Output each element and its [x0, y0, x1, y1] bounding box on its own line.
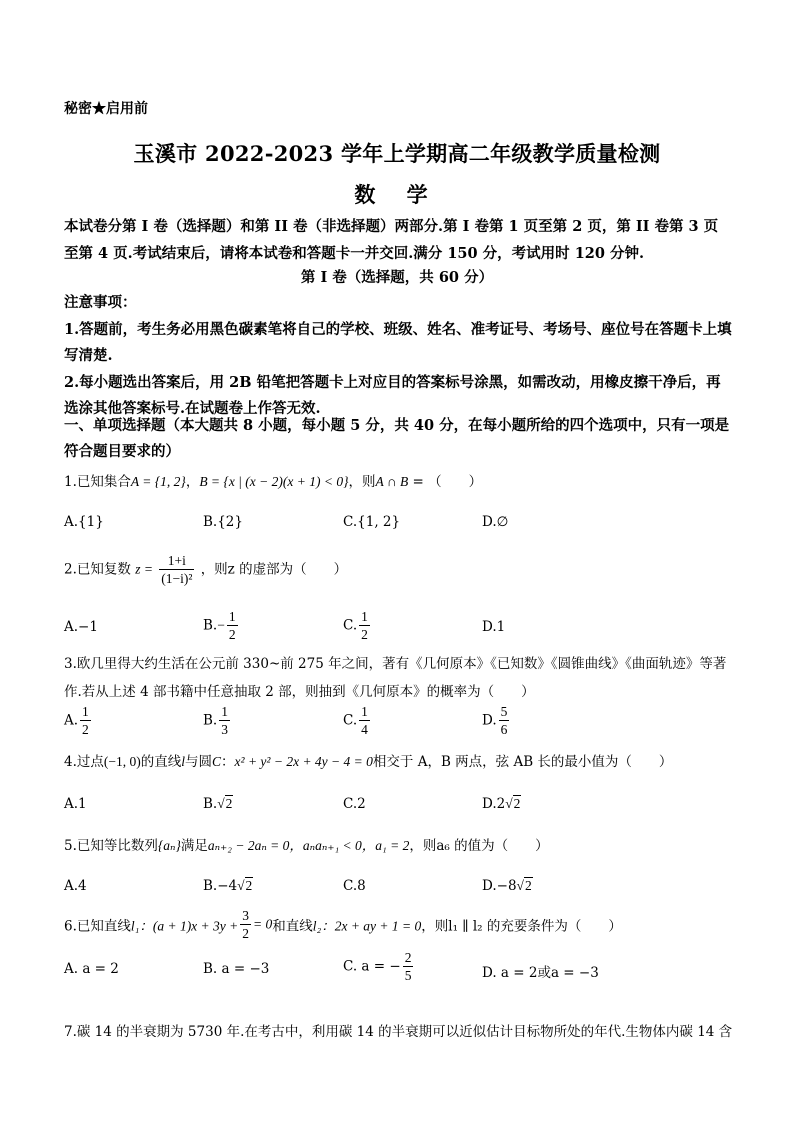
q2-option-a: A.−1 [64, 619, 98, 635]
q6-frac-den: 2 [242, 926, 250, 941]
q2-option-b-label: B. [203, 617, 218, 634]
q1-option-b: B.{2} [203, 514, 243, 530]
q3-option-b-num: 1 [221, 704, 228, 719]
question-4 [64, 750, 672, 770]
notes-heading: 注意事项： [64, 294, 137, 311]
q3-option-d-label: D. [482, 712, 497, 729]
q2-option-c-den: 2 [361, 627, 368, 642]
q6-line-2: l₂：2x + ay + 1 = 0 [312, 918, 422, 934]
q6-option-c [343, 949, 415, 984]
q2-option-c [343, 608, 372, 643]
q6-option-c-label: C. a = − [343, 958, 401, 975]
q2-option-c-num: 1 [361, 609, 368, 624]
q1-prefix: 1.已知集合 [64, 474, 131, 490]
q2-prefix: 2.已知复数 [64, 561, 131, 578]
question-5 [64, 834, 549, 854]
q4-option-d-sqrt: √2 [505, 796, 521, 811]
q6-option-c-den: 5 [404, 968, 412, 983]
q4-point: (−1, 0) [103, 754, 141, 769]
q6-option-a: A. a = 2 [64, 961, 119, 977]
q5-prefix: 5.已知等比数列 [64, 838, 158, 854]
q4-mid-1: 的直线 [140, 754, 182, 770]
q2-denominator: (1−i)² [161, 571, 193, 586]
intro-paragraph: 本试卷分第 I 卷（选择题）和第 II 卷（非选择题）两部分.第 I 卷第 1 页至第 2 页，第 II 卷第 3 页至第 4 页.考试结束后，请将本试卷和答题卡一并交回.满分 150 分，考试用时 120 分钟. [64, 218, 719, 262]
notes-item-2: 2.每小题选出答案后，用 2B 铅笔把答题卡上对应目的答案标号涂黑，如需改动，用橡皮擦干净后，再选涂其他答案标号.在试题卷上作答无效. [64, 373, 721, 417]
q3-option-d-den: 6 [500, 722, 508, 737]
q2-tail: ，则z 的虚部为（ ） [200, 561, 348, 578]
section-one-heading: 一、单项选择题（本大题共 8 小题，每小题 5 分，共 40 分，在每小题所给的四个选项中，只有一项是符合题目要求的） [64, 417, 730, 460]
q4-option-b [203, 796, 233, 812]
q1-tail: = （ ） [408, 474, 483, 490]
q2-option-d: D.1 [482, 619, 506, 635]
q6-line-1: l₁：(a + 1)x + 3y + [130, 918, 239, 934]
q3-option-b [203, 703, 232, 738]
q4-line: l [181, 754, 186, 769]
notes-block [64, 290, 732, 423]
q2-option-b-num: 1 [228, 609, 236, 624]
q4-colon: ： [221, 754, 235, 770]
q3-option-c [343, 703, 372, 738]
q6-line-1-end: = 0 [253, 916, 273, 932]
q3-option-a [64, 703, 93, 738]
q4-circle: C [212, 754, 222, 769]
question-6 [64, 907, 622, 942]
q6-mid: 和直线 [272, 918, 313, 935]
q4-option-d-label: D.2 [482, 796, 506, 812]
q6-prefix: 6.已知直线 [64, 918, 131, 935]
q3-option-a-den: 2 [82, 722, 89, 737]
q4-option-d [482, 796, 521, 812]
q5-option-d-sqrt: √2 [516, 878, 532, 893]
q4-option-c: C.2 [343, 796, 366, 812]
q5-option-b-rad: 2 [245, 878, 253, 893]
q1-option-a: A.{1} [64, 514, 104, 530]
q5-option-d-rad: 2 [524, 878, 532, 893]
question-1 [64, 470, 482, 490]
question-2 [64, 552, 347, 587]
q1-comma: ， [185, 474, 200, 490]
q6-tail: ，则l₁ ∥ l₂ 的充要条件为（ ） [421, 918, 622, 935]
q1-option-d: D.∅ [482, 514, 509, 530]
q1-set-b: B = {x | (x − 2)(x + 1) < 0} [199, 474, 349, 489]
q5-option-d [482, 878, 533, 894]
q2-option-b-den: 2 [228, 627, 236, 642]
q6-option-c-num: 2 [404, 950, 412, 965]
q3-option-c-num: 1 [361, 704, 368, 719]
q6-frac-num: 3 [242, 908, 250, 923]
q3-option-b-label: B. [203, 712, 218, 729]
q3-option-c-label: C. [343, 712, 358, 729]
q3-option-b-den: 3 [221, 722, 228, 737]
q1-then: ，则 [348, 474, 376, 490]
q2-option-b [203, 608, 240, 643]
q5-condition: aₙ₊₂ − 2aₙ = 0，aₙaₙ₊₁ < 0，a₁ = 2 [207, 838, 410, 853]
q4-option-b-sqrt: √2 [217, 796, 233, 811]
q2-fraction [159, 552, 194, 587]
q5-sequence: {aₙ} [157, 838, 181, 853]
q5-option-b-sqrt: √2 [237, 878, 253, 893]
question-7: 7.碳 14 的半衰期为 5730 年.在考古中，利用碳 14 的半衰期可以近似估计目标物所处的年代.生物体内碳 14 含 [64, 1024, 733, 1040]
q6-option-b: B. a = −3 [203, 961, 270, 977]
part-one-heading: 第 I 卷（选择题，共 60 分） [300, 269, 494, 286]
q2-numerator: 1+i [159, 552, 194, 570]
q5-mid: 满足 [180, 838, 208, 854]
q1-expr: A ∩ B [375, 474, 409, 489]
q4-tail: 相交于 A，B 两点，弦 AB 长的最小值为（ ） [372, 754, 673, 770]
q2-option-b-sign: − [217, 617, 225, 633]
secret-label: 秘密★启用前 [64, 101, 148, 117]
q4-option-b-rad: 2 [225, 796, 233, 811]
q6-option-d: D. a = 2或a = −3 [482, 965, 599, 981]
q1-option-c: C.{1, 2} [343, 514, 401, 530]
q4-prefix: 4.过点 [64, 754, 104, 770]
q4-mid-2: 与圆 [185, 754, 213, 770]
q4-option-d-rad: 2 [513, 796, 521, 811]
q3-option-a-label: A. [64, 712, 79, 729]
exam-title: 玉溪市 2022-2023 学年上学期高二年级教学质量检测 [133, 141, 661, 166]
q5-option-d-label: D.−8 [482, 878, 517, 894]
q5-tail: ，则a₆ 的值为（ ） [409, 838, 549, 854]
q3-option-a-num: 1 [82, 704, 89, 719]
q3-option-c-den: 4 [361, 722, 368, 737]
notes-item-1: 1.答题前，考生务必用黑色碳素笔将自己的学校、班级、姓名、准考证号、考场号、座位号在答题卡上填写清楚. [64, 320, 732, 364]
q5-option-b-label: B.−4 [203, 878, 238, 894]
q1-set-a: A = {1, 2} [130, 474, 186, 489]
q5-option-a: A.4 [64, 878, 87, 894]
q3-option-d [482, 703, 511, 738]
q5-option-c: C.8 [343, 878, 366, 894]
q4-option-a: A.1 [64, 796, 87, 812]
q3-option-d-num: 5 [500, 704, 508, 719]
subject-title: 数 学 [354, 182, 440, 207]
q4-option-b-label: B. [203, 796, 218, 812]
q5-option-b [203, 878, 253, 894]
q6-fraction [240, 907, 251, 942]
q2-option-c-label: C. [343, 617, 358, 634]
q4-equation: x² + y² − 2x + 4y − 4 = 0 [234, 754, 373, 769]
q2-z-eq: z = [135, 561, 153, 577]
question-3: 3.欧几里得大约生活在公元前 330~前 275 年之间，著有《几何原本》《已知数》《圆锥曲线》《曲面轨迹》等著作.若从上述 4 部书籍中任意抽取 2 部，则抽到《几何原本》的概率为（ ） [64, 656, 727, 700]
